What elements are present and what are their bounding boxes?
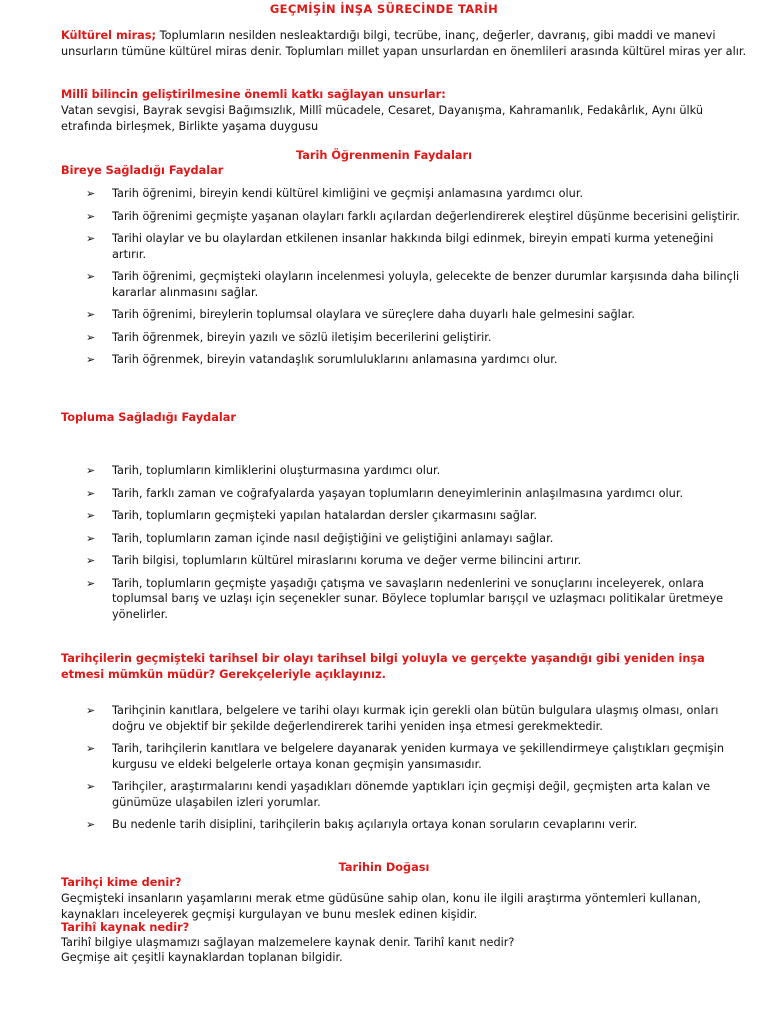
bullet-text: Tarih, toplumların zaman içinde nasıl değiştiğini ve geliştiğini anlamayı sağlar. — [112, 531, 554, 545]
bullet-item — [0, 741, 768, 772]
bullet-text: Tarih öğrenmek, bireyin yazılı ve sözlü iletişim becerilerini geliştirir. — [112, 330, 492, 344]
bireye-list — [0, 186, 768, 375]
bullet-arrow-icon: ➢ — [86, 818, 96, 831]
bullet-arrow-icon: ➢ — [86, 353, 96, 366]
bullet-item — [0, 352, 768, 368]
bullet-arrow-icon: ➢ — [86, 742, 96, 755]
bullet-item — [0, 576, 768, 623]
bullet-text: Tarih, farklı zaman ve coğrafyalarda yaşayan toplumların deneyimlerinin anlaşılmasına yardımcı olur. — [112, 486, 684, 500]
bullet-text: Tarih, toplumların geçmişte yaşadığı çatışma ve savaşların nedenlerini ve sonuçlarını inceleyerek, onlara toplumsal barış ve uzlaşı için seçenekler sunar. Böylece toplumlar barışçıl ve uzlaşmacı politikalar üretmeye yönelirler. — [112, 576, 724, 621]
bullet-item — [0, 330, 768, 346]
bullet-text: Tarihçinin kanıtlara, belgelere ve tarihi olayı kurmak için gerekli olan bütün bulgulara ulaşmış olması, onları doğru ve objektif bir şekilde değerlendirerek tarihi yeniden inşa etmesi gerekmektedir. — [112, 704, 719, 733]
bullet-item — [0, 508, 768, 524]
topluma-heading: Topluma Sağladığı Faydalar — [61, 411, 236, 424]
soru-heading: Tarihçilerin geçmişteki tarihsel bir olayı tarihsel bilgi yoluyla ve gerçekte yaşandığı gibi yeniden inşa etmesi mümkün müdür? Gerekçeleriyle açıklayınız. — [61, 652, 705, 681]
page-title: GEÇMİŞİN İNŞA SÜRECİNDE TARİH — [269, 2, 499, 16]
milli-bilinc-heading: Millî bilincin geliştirilmesine önemli katkı sağlayan unsurlar: — [61, 88, 446, 101]
tarihin-dogasi-heading: Tarihin Doğası — [338, 861, 430, 874]
bullet-arrow-icon: ➢ — [86, 531, 96, 545]
bullet-text: Tarih öğrenimi, geçmişteki olayların incelenmesi yoluyla, gelecekte de benzer durumlar karşısında daha bilinçli kararlar alınmasını sağlar. — [112, 270, 740, 299]
bullet-item — [0, 209, 768, 225]
bullet-item — [0, 779, 768, 810]
bullet-item — [0, 531, 768, 547]
bullet-arrow-icon: ➢ — [86, 232, 96, 245]
bullet-text: Tarih, toplumların kimliklerini oluşturmasına yardımcı olur. — [112, 464, 441, 477]
milli-bilinc-text: Vatan sevgisi, Bayrak sevgisi Bağımsızlık, Millî mücadele, Cesaret, Dayanışma, Kahramanlık, Fedakârlık, Aynı ülkü etrafında birleşmek, Birlikte yaşama duygusu — [61, 104, 704, 133]
bullet-text: Tarih öğrenimi, bireyin kendi kültürel kimliğini ve geçmişi anlamasına yardımcı olur. — [112, 187, 584, 200]
bullet-arrow-icon: ➢ — [86, 486, 96, 500]
kulturel-miras-paragraph — [61, 28, 751, 60]
faydalar-heading: Tarih Öğrenmenin Faydaları — [296, 149, 472, 162]
bullet-arrow-icon: ➢ — [86, 464, 96, 477]
bullet-text: Tarih, tarihçilerin kanıtlara ve belgelere dayanarak yeniden kurmaya ve şekillendirmeye çalıştıkları geçmişin kurgusu ve eldeki belgelerle ortaya konan geçmişin yansımasıdır. — [112, 742, 724, 771]
bullet-arrow-icon: ➢ — [86, 270, 96, 283]
bireye-heading: Bireye Sağladığı Faydalar — [61, 164, 224, 177]
kaynak-answer: Tarihî bilgiye ulaşmamızı sağlayan malzemelere kaynak denir. Tarihî kanıt nedir? — [61, 936, 515, 949]
topluma-list — [0, 463, 768, 629]
bullet-arrow-icon: ➢ — [86, 330, 96, 344]
bullet-arrow-icon: ➢ — [86, 780, 96, 793]
tarihci-question: Tarihçi kime denir? — [61, 876, 182, 889]
bullet-arrow-icon: ➢ — [86, 308, 96, 321]
bullet-item — [0, 231, 768, 262]
bullet-arrow-icon: ➢ — [86, 704, 96, 717]
tarihci-answer: Geçmişteki insanların yaşamlarını merak etme güdüsüne sahip olan, konu ile ilgili araştırma yöntemleri kullanan, kaynakları inceleyerek geçmişi kurgulayan ve bunu meslek edinen kişidir. — [61, 892, 701, 921]
bullet-text: Tarih öğrenimi, bireylerin toplumsal olaylara ve süreçlere daha duyarlı hale gelmesini sağlar. — [112, 308, 635, 321]
bullet-text: Tarihi olaylar ve bu olaylardan etkilenen insanlar hakkında bilgi edinmek, bireyin empati kurma yeteneğini artırır. — [112, 232, 714, 261]
bullet-arrow-icon: ➢ — [86, 554, 96, 567]
bullet-item — [0, 463, 768, 479]
bullet-arrow-icon: ➢ — [86, 576, 96, 590]
soru-list — [0, 703, 768, 840]
bullet-item — [0, 307, 768, 323]
bullet-item — [0, 817, 768, 833]
bullet-text: Tarih, toplumların geçmişteki yapılan hatalardan dersler çıkarmasını sağlar. — [112, 509, 538, 522]
bullet-arrow-icon: ➢ — [86, 187, 96, 200]
bullet-item — [0, 269, 768, 300]
kulturel-miras-text: Toplumların nesilden nesleaktardığı bilgi, tecrübe, inanç, değerler, davranış, gibi maddi ve manevi unsurların tümüne kültürel miras denir. Toplumları millet yapan unsurlardan en önemlileri arasında kültürel miras yer alır. — [61, 29, 747, 58]
bullet-text: Tarihçiler, araştırmalarını kendi yaşadıkları dönemde yaptıkları için geçmişi değil, geçmişten arta kalan ve günümüze ulaşabilen izleri yorumlar. — [112, 780, 711, 809]
bullet-text: Tarih öğrenmek, bireyin vatandaşlık sorumluluklarını anlamasına yardımcı olur. — [112, 353, 558, 366]
bullet-arrow-icon: ➢ — [86, 509, 96, 522]
kaynak-question: Tarihî kaynak nedir? — [61, 921, 190, 934]
bullet-item — [0, 703, 768, 734]
bullet-text: Tarih bilgisi, toplumların kültürel miraslarını koruma ve değer verme bilincini artırır. — [112, 554, 582, 567]
kulturel-miras-term: Kültürel miras; — [61, 29, 157, 42]
bullet-item — [0, 486, 768, 502]
bullet-text: Bu nedenle tarih disiplini, tarihçilerin bakış açılarıyla ortaya konan soruların cevaplarını verir. — [112, 818, 638, 831]
bullet-item — [0, 553, 768, 569]
bullet-arrow-icon: ➢ — [86, 209, 96, 223]
bullet-text: Tarih öğrenimi geçmişte yaşanan olayları farklı açılardan değerlendirerek eleştirel düşünme becerisini geliştirir. — [112, 209, 740, 223]
kanit-answer: Geçmişe ait çeşitli kaynaklardan toplanan bilgidir. — [61, 951, 343, 964]
bullet-item — [0, 186, 768, 202]
